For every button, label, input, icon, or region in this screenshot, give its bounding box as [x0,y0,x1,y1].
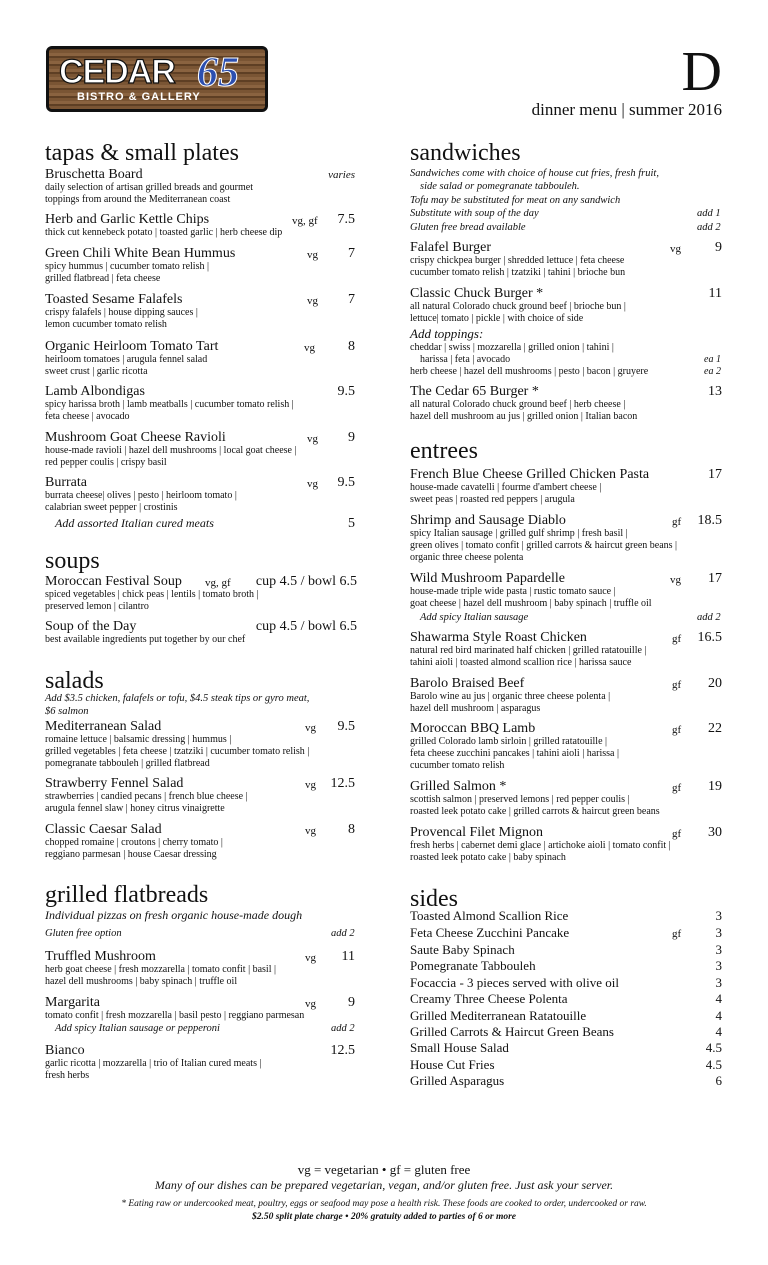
item-name: Herb and Garlic Kettle Chips [45,212,210,227]
item-price: 13 [708,384,722,399]
toppings-line: herb cheese | hazel dell mushrooms | pesto | bacon | gruyere [410,366,649,377]
item-name: Toasted Sesame Falafels [45,292,183,307]
item-desc-line: house-made triple wide pasta | rustic tomato sauce | [410,586,616,597]
item-price: 20 [708,676,722,691]
side-name: Focaccia - 3 pieces served with olive oil [410,975,620,990]
section-title-sandwiches: sandwiches [410,140,521,166]
item-price: 22 [708,721,722,736]
item-price: 9.5 [337,384,355,399]
item-desc-line: organic three cheese polenta [410,552,524,563]
item-desc-line: crispy falafels | house dipping sauces | [45,307,198,318]
side-name: Creamy Three Cheese Polenta [410,991,568,1006]
item-tags: vg [307,249,318,261]
item-price: 9.5 [337,719,355,734]
item-tags: gf [672,828,682,840]
sandwich-sub-note: Substitute with soup of the day [410,208,539,219]
side-price: 3 [715,908,722,923]
item-desc-line: house-made cavatelli | fourme d'ambert cheese | [410,482,602,493]
toppings-line: harissa | feta | avocado [420,354,511,365]
item-desc-line: pomegranate tabbouleh | grilled flatbread [45,758,210,769]
item-desc-line: toppings from around the Mediterranean coast [45,194,231,205]
item-desc-line: reggiano parmesan | house Caesar dressing [45,849,217,860]
item-desc-line: all natural Colorado chuck ground beef | herb cheese | [410,399,626,410]
logo-number: 65 [197,50,239,96]
item-price: varies [328,169,355,181]
side-name: Grilled Carrots & Haircut Green Beans [410,1024,614,1039]
footer-policy: $2.50 split plate charge • 20% gratuity added to parties of 6 or more [251,1212,517,1222]
item-desc-line: feta cheese zucchini pancakes | tahini aioli | harissa | [410,748,619,759]
item-price: 17 [708,571,722,586]
section-title-tapas: tapas & small plates [45,140,239,166]
side-item [410,975,722,991]
sandwich-sub-price: add 1 [697,208,721,219]
side-name: Grilled Asparagus [410,1073,505,1088]
item-price: 16.5 [697,630,722,645]
addon-price: 5 [348,516,355,531]
item-desc-line: all natural Colorado chuck ground beef | brioche bun | [410,301,626,312]
item-name: Mushroom Goat Cheese Ravioli [45,430,226,445]
side-price: 4 [715,1024,722,1039]
logo-tagline: BISTRO & GALLERY [77,91,201,103]
section-title-flatbreads: grilled flatbreads [45,882,209,908]
item-price: 12.5 [330,1043,355,1058]
item-name: Grilled Salmon * [410,779,507,794]
item-desc-line: strawberries | candied pecans | french blue cheese | [45,791,248,802]
side-price: 6 [715,1073,722,1088]
side-name: Pomegranate Tabbouleh [410,958,536,973]
flatbreads-note: Individual pizzas on fresh organic house-made dough [45,908,303,922]
item-desc-line: scottish salmon | preserved lemons | red pepper coulis | [410,794,630,805]
toppings-price: ea 2 [704,366,721,377]
item-price: 8 [348,822,355,837]
menu-letter: D [681,41,722,103]
item-name: Margarita [45,995,100,1010]
item-desc-line: roasted leek potato cake | grilled carrots & haircut green beans [410,806,660,817]
item-price: 9 [715,240,722,255]
side-item [410,925,722,941]
item-price: 30 [708,825,722,840]
item-tags: vg [305,722,316,734]
side-item [410,958,722,974]
item-tags: gf [672,724,682,736]
item-desc-line: cucumber tomato relish [410,760,505,771]
sandwich-sub-note: Gluten free bread available [410,222,526,233]
side-price: 3 [715,975,722,990]
item-desc-line: burrata cheese| olives | pesto | heirloom tomato | [45,490,237,501]
side-tags: gf [672,928,682,940]
item-name: Provencal Filet Mignon [410,825,543,840]
item-name: Strawberry Fennel Salad [45,776,184,791]
side-item [410,908,722,924]
item-name: Soup of the Day [45,619,137,634]
side-name: House Cut Fries [410,1057,495,1072]
logo-brand: CEDAR [59,53,175,91]
item-name: Truffled Mushroom [45,949,156,964]
item-desc-line: arugula fennel slaw | honey citrus vinaigrette [45,803,225,814]
item-tags: vg, gf [205,577,231,589]
footer-health-warning: * Eating raw or undercooked meat, poultry, eggs or seafood may pose a health risk. These foods are cooked to order, undercooked or raw. [121,1199,647,1209]
section-title-soups: soups [45,548,100,574]
item-desc-line: thick cut kennebeck potato | toasted garlic | herb cheese dip [45,227,283,238]
item-price: 9 [348,430,355,445]
item-desc-line: Barolo wine au jus | organic three cheese polenta | [410,691,611,702]
item-price: 18.5 [697,513,722,528]
side-item [410,1024,722,1040]
item-desc-line: tomato confit | fresh mozzarella | basil pesto | reggiano parmesan [45,1010,305,1021]
item-name: The Cedar 65 Burger * [410,384,539,399]
item-tags: vg [304,342,315,354]
toppings-price: ea 1 [704,354,721,365]
toppings-title: Add toppings: [410,326,484,341]
item-desc-line: romaine lettuce | balsamic dressing | hummus | [45,734,232,745]
footer-dietary-note: Many of our dishes can be prepared vegetarian, vegan, and/or gluten free. Just ask your server. [154,1178,614,1192]
side-item [410,1040,722,1056]
item-price: 8 [348,339,355,354]
item-price: 12.5 [330,776,355,791]
item-name: Wild Mushroom Papardelle [410,571,565,586]
item-price: 7 [348,292,355,307]
item-tags: vg, gf [292,215,318,227]
item-desc-line: goat cheese | hazel dell mushroom | baby spinach | truffle oil [410,598,652,609]
gf-option-price: add 2 [331,928,355,939]
item-price: 7 [348,246,355,261]
item-name: Moroccan BBQ Lamb [410,721,536,736]
side-item [410,942,722,958]
item-desc-line: lettuce| tomato | pickle | with choice of side [410,313,584,324]
side-name: Toasted Almond Scallion Rice [410,908,569,923]
item-price: cup 4.5 / bowl 6.5 [255,619,357,634]
section-title-sides: sides [410,886,458,912]
item-desc-line: sweet peas | roasted red peppers | arugula [410,494,575,505]
item-tags: vg [305,779,316,791]
item-tags: gf [672,679,682,691]
item-tags: vg [307,478,318,490]
side-price: 3 [715,925,722,940]
side-item [410,1057,722,1073]
item-desc-line: natural red bird marinated half chicken | grilled ratatouille | [410,645,647,656]
item-desc-line: hazel dell mushrooms | baby spinach | truffle oil [45,976,238,987]
item-desc-line: calabrian sweet pepper | crostinis [45,502,178,513]
side-item [410,1073,722,1089]
item-name: French Blue Cheese Grilled Chicken Pasta [410,467,650,482]
item-desc-line: house-made ravioli | hazel dell mushrooms | local goat cheese | [45,445,297,456]
item-desc-line: grilled Colorado lamb sirloin | grilled ratatouille | [410,736,608,747]
side-name: Small House Salad [410,1040,509,1055]
logo [46,46,268,112]
section-title-salads: salads [45,668,104,694]
item-name: Falafel Burger [410,240,491,255]
item-tags: vg [307,433,318,445]
item-desc-line: sweet crust | garlic ricotta [45,366,148,377]
item-desc-line: feta cheese | avocado [45,411,130,422]
item-name: Organic Heirloom Tomato Tart [45,339,219,354]
item-desc-line: preserved lemon | cilantro [45,601,149,612]
item-desc-line: lemon cucumber tomato relish [45,319,167,330]
sandwich-note-line: side salad or pomegranate tabbouleh. [420,181,580,192]
item-name: Bianco [45,1043,85,1058]
item-tags: vg [307,295,318,307]
item-tags: vg [305,998,316,1010]
salads-note-line: $6 salmon [45,706,89,717]
item-desc-line: daily selection of artisan grilled breads and gourmet [45,182,253,193]
item-name: Shrimp and Sausage Diablo [410,513,566,528]
item-tags: vg [305,825,316,837]
item-price: cup 4.5 / bowl 6.5 [255,574,357,589]
item-desc-line: herb goat cheese | fresh mozzarella | tomato confit | basil | [45,964,276,975]
addon-note: Add spicy Italian sausage or pepperoni [55,1023,220,1034]
menu-subtitle: dinner menu | summer 2016 [531,100,722,119]
item-price: 7.5 [337,212,355,227]
sandwich-note-line: Sandwiches come with choice of house cut fries, fresh fruit, [410,168,659,179]
footer-legend: vg = vegetarian • gf = gluten free [297,1162,471,1177]
toppings-line: cheddar | swiss | mozzarella | grilled onion | tahini | [410,342,614,353]
item-desc-line: garlic ricotta | mozzarella | trio of Italian cured meats | [45,1058,262,1069]
addon-price: add 2 [331,1023,355,1034]
item-name: Bruschetta Board [45,167,143,182]
item-tags: vg [305,952,316,964]
item-desc-line: chopped romaine | croutons | cherry tomato | [45,837,223,848]
item-tags: vg [670,574,681,586]
sandwich-sub-price: add 2 [697,222,721,233]
item-desc-line: grilled flatbread | feta cheese [45,273,161,284]
side-price: 3 [715,958,722,973]
side-item [410,991,722,1007]
item-name: Barolo Braised Beef [410,676,525,691]
item-desc-line: grilled vegetables | feta cheese | tzatziki | cucumber tomato relish | [45,746,310,757]
addon-note: Add spicy Italian sausage [420,612,529,623]
item-name: Lamb Albondigas [45,384,145,399]
addon-price: add 2 [697,612,721,623]
item-desc-line: fresh herbs [45,1070,90,1081]
item-desc-line: tahini aioli | toasted almond scallion rice | harissa sauce [410,657,632,668]
sandwich-note-line: Tofu may be substituted for meat on any sandwich [410,195,621,206]
side-name: Saute Baby Spinach [410,942,515,957]
item-price: 9.5 [337,475,355,490]
item-price: 11 [341,949,355,964]
item-name: Classic Chuck Burger * [410,286,544,301]
side-price: 4 [715,991,722,1006]
item-desc-line: crispy chickpea burger | shredded lettuce | feta cheese [410,255,625,266]
item-desc-line: red pepper coulis | crispy basil [45,457,167,468]
addon-note: Add assorted Italian cured meats [55,516,214,530]
item-name: Classic Caesar Salad [45,822,162,837]
item-desc-line: green olives | tomato confit | grilled carrots & haircut green beans | [410,540,678,551]
side-price: 4.5 [705,1057,722,1072]
item-desc-line: spicy hummus | cucumber tomato relish | [45,261,209,272]
item-name: Mediterranean Salad [45,719,162,734]
item-desc-line: heirloom tomatoes | arugula fennel salad [45,354,208,365]
item-name: Burrata [45,475,87,490]
side-price: 4.5 [705,1040,722,1055]
item-desc-line: roasted leek potato cake | baby spinach [410,852,566,863]
item-desc-line: best available ingredients put together by our chef [45,634,246,645]
item-tags: vg [670,243,681,255]
item-name: Moroccan Festival Soup [45,574,182,589]
item-desc-line: fresh herbs | cabernet demi glace | artichoke aioli | tomato confit | [410,840,671,851]
side-item [410,1008,722,1024]
side-name: Feta Cheese Zucchini Pancake [410,925,570,940]
item-price: 11 [708,286,722,301]
gf-option-note: Gluten free option [45,928,122,939]
item-desc-line: spicy harissa broth | lamb meatballs | cucumber tomato relish | [45,399,294,410]
item-tags: gf [672,633,682,645]
side-name: Grilled Mediterranean Ratatouille [410,1008,587,1023]
item-price: 9 [348,995,355,1010]
item-name: Green Chili White Bean Hummus [45,246,236,261]
item-desc-line: hazel dell mushroom | asparagus [410,703,541,714]
item-desc-line: hazel dell mushroom au jus | grilled onion | Italian bacon [410,411,638,422]
side-price: 4 [715,1008,722,1023]
side-price: 3 [715,942,722,957]
item-desc-line: spicy Italian sausage | grilled gulf shrimp | fresh basil | [410,528,628,539]
section-title-entrees: entrees [410,438,478,464]
salads-note-line: Add $3.5 chicken, falafels or tofu, $4.5 steak tips or gyro meat, [45,693,310,704]
item-price: 19 [708,779,722,794]
item-desc-line: cucumber tomato relish | tzatziki | tahini | brioche bun [410,267,626,278]
item-tags: gf [672,516,682,528]
item-price: 17 [708,467,722,482]
item-name: Shawarma Style Roast Chicken [410,630,587,645]
item-desc-line: spiced vegetables | chick peas | lentils | tomato broth | [45,589,259,600]
item-tags: gf [672,782,682,794]
